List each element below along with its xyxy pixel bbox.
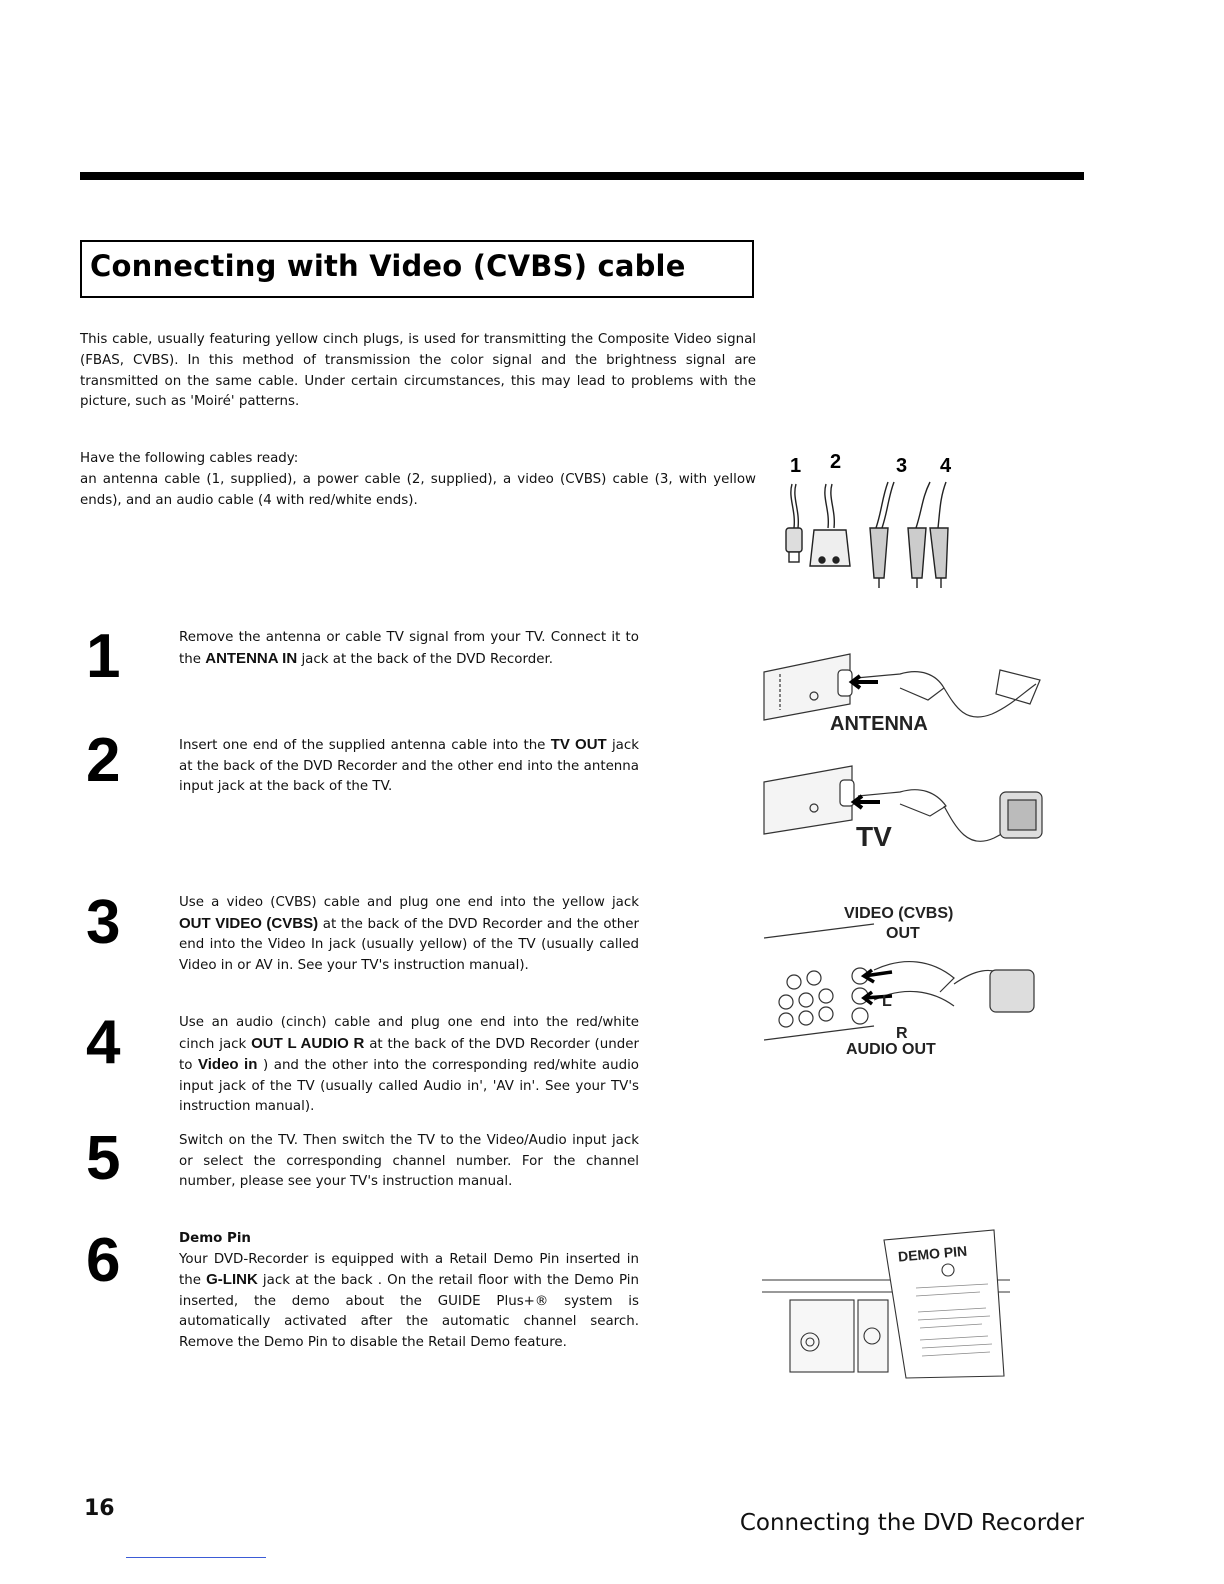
step-3-keyword: OUT VIDEO (CVBS): [179, 914, 319, 932]
cables-illustration: [770, 448, 970, 594]
footer-rule: [126, 1557, 266, 1558]
step-number-6: 6: [86, 1226, 121, 1295]
step-text-2: [179, 735, 639, 798]
step-2-keyword: TV OUT: [550, 736, 607, 753]
video-audio-illustration: [764, 900, 1054, 1060]
step-4-text-a: Use an audio (cinch) cable and plug one end into the red/white cinch jack: [179, 1015, 639, 1052]
demo-pin-label: DEMO PIN: [897, 1242, 968, 1265]
step-3-text-b: at the back of the DVD Recorder and the other end into the Video In jack (usually yellow) of the TV (usually called Video in or AV in. See your TV's instruction manual).: [179, 916, 639, 973]
cables-line-2: an antenna cable (1, supplied), a power cable (2, supplied), a video (CVBS) cable (3, with yellow ends), and an audio cable (4 with red/white ends).: [80, 471, 756, 508]
cable-label-3: 3: [896, 455, 908, 477]
cable-label-1: 1: [790, 455, 802, 477]
audio-l-label: L: [882, 993, 892, 1010]
step-text-1: [179, 628, 639, 670]
step-text-3: [179, 893, 639, 976]
cable-label-4: 4: [940, 455, 952, 477]
step-number-5: 5: [86, 1124, 121, 1193]
step-text-4: [179, 1013, 639, 1118]
intro-paragraph: This cable, usually featuring yellow cinch plugs, is used for transmitting the Composite Video signal (FBAS, CVBS). In this method of transmission the color signal and the brightness signal are transmitted on the same cable. Under certain circumstances, this may lead to problems with the picture, such as 'Moiré' patterns.: [80, 332, 756, 410]
step-4-keyword-2: Video in: [198, 1056, 258, 1074]
step-1-text-a: Remove the antenna or cable TV signal from your TV. Connect it to the: [179, 630, 639, 667]
chapter-title: Connecting the DVD Recorder: [739, 1510, 1084, 1536]
antenna-illustration: [760, 644, 1050, 740]
step-6-keyword: G-LINK: [206, 1271, 258, 1289]
step-2-text-b: jack at the back of the DVD Recorder and the other end into the antenna input jack at the back of the TV.: [179, 738, 640, 795]
top-rule: [80, 172, 1084, 180]
cables-line-1: Have the following cables ready:: [80, 451, 299, 466]
page-number: 16: [84, 1496, 115, 1521]
video-out-label: OUT: [886, 925, 920, 942]
step-6-text-a: Your DVD-Recorder is equipped with a Retail Demo Pin inserted in the: [179, 1251, 639, 1289]
cables-paragraph: [80, 449, 756, 511]
section-title-box: [80, 240, 754, 298]
step-text-6: [179, 1229, 639, 1354]
audio-r-label: R: [896, 1025, 908, 1042]
step-4-text-b: at the back of the DVD Recorder (under to: [179, 1036, 639, 1074]
cable-label-2: 2: [830, 451, 842, 473]
step-1-keyword: ANTENNA IN: [205, 649, 298, 667]
step-number-2: 2: [86, 726, 121, 795]
step-text-5: Switch on the TV. Then switch the TV to the Video/Audio input jack or select the corresponding channel number. For the channel number, please see your TV's instruction manual.: [179, 1133, 639, 1190]
section-title: Connecting with Video (CVBS) cable: [90, 249, 686, 283]
video-cvbs-label: VIDEO (CVBS): [844, 905, 954, 922]
step-number-1: 1: [86, 622, 121, 691]
antenna-label: ANTENNA: [830, 713, 928, 735]
step-1-text-b: jack at the back of the DVD Recorder.: [297, 651, 554, 667]
audio-out-label: AUDIO OUT: [846, 1041, 936, 1058]
tv-illustration: [760, 758, 1050, 858]
step-2-text-a: Insert one end of the supplied antenna cable into the: [179, 738, 551, 753]
step-4-text-c: ) and the other into the corresponding red/white audio input jack of the TV (usually called Audio in', 'AV in'. See your TV's instruction manual).: [179, 1058, 639, 1115]
demo-pin-illustration: [760, 1226, 1016, 1382]
tv-label: TV: [856, 821, 892, 852]
step-4-keyword: OUT L AUDIO R: [251, 1034, 365, 1052]
step-3-text-a: Use a video (CVBS) cable and plug one end into the yellow jack: [179, 895, 639, 910]
step-6-text-b: jack at the back . On the retail floor with the Demo Pin inserted, the demo about the GUIDE Plus+® system is automatically activated after the automatic channel search. Remove the Demo Pin to disable the Retail Demo feature.: [179, 1273, 639, 1350]
step-number-3: 3: [86, 888, 121, 957]
step-number-4: 4: [86, 1008, 121, 1077]
demo-pin-title: Demo Pin: [179, 1231, 251, 1246]
